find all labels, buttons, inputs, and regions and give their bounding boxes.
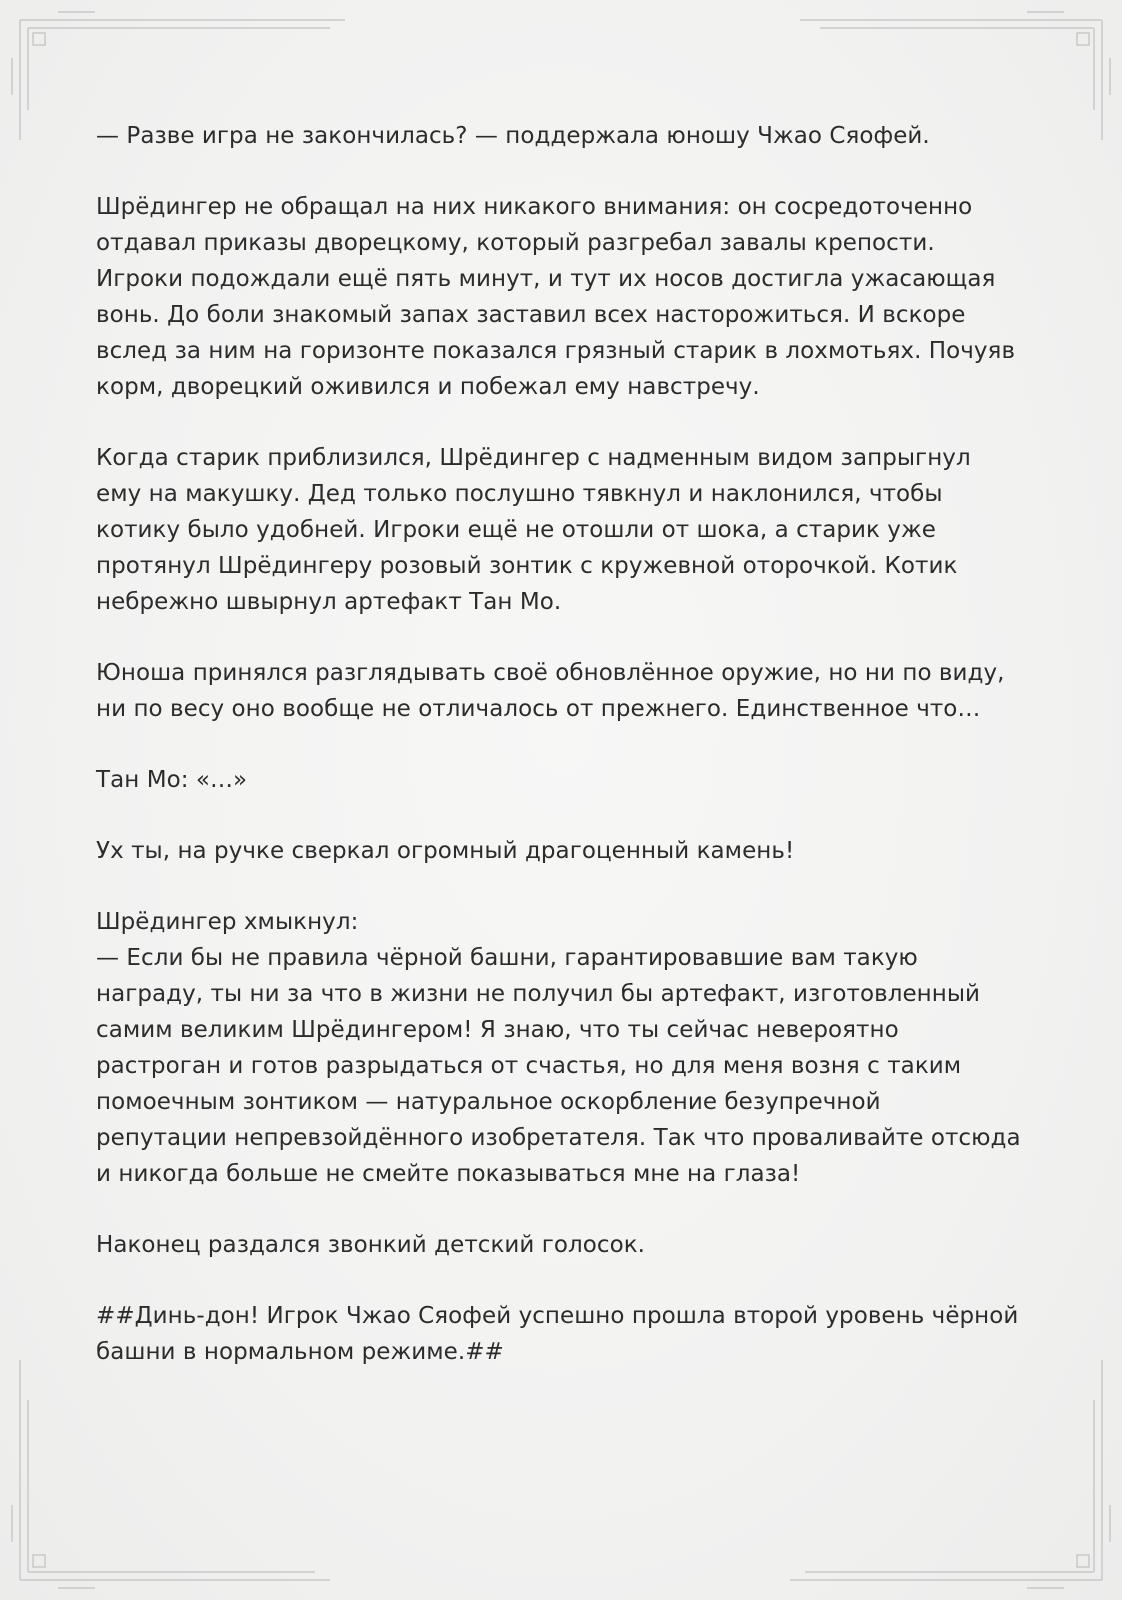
text-line: Игроки подождали ещё пять минут, и тут их носов достигла ужасающая bbox=[96, 266, 996, 292]
text-line: башни в нормальном режиме.## bbox=[96, 1339, 504, 1365]
text-line: Наконец раздался звонкий детский голосок. bbox=[96, 1232, 646, 1258]
text-line: Ух ты, на ручке сверкал огромный драгоценный камень! bbox=[96, 838, 795, 864]
text-line: Шрёдингер не обращал на них никакого внимания: он сосредоточенно bbox=[96, 194, 973, 220]
text-line: Когда старик приблизился, Шрёдингер с надменным видом запрыгнул bbox=[96, 445, 971, 471]
text-line: ##Динь-дон! Игрок Чжао Сяофей успешно прошла второй уровень чёрной bbox=[96, 1303, 1019, 1329]
paragraph bbox=[96, 118, 1036, 154]
text-line: награду, ты ни за что в жизни не получил бы артефакт, изготовленный bbox=[96, 981, 981, 1007]
paragraph bbox=[96, 440, 1036, 620]
text-line: — Если бы не правила чёрной башни, гарантировавшие вам такую bbox=[96, 945, 918, 971]
paragraph bbox=[96, 762, 1036, 798]
text-line: небрежно швырнул артефакт Тан Мо. bbox=[96, 589, 562, 615]
text-line: Шрёдингер хмыкнул: bbox=[96, 909, 359, 935]
text-line: котику было удобней. Игроки ещё не отошли от шока, а старик уже bbox=[96, 517, 936, 543]
paragraph bbox=[96, 189, 1036, 405]
text-line: помоечным зонтиком — натуральное оскорбление безупречной bbox=[96, 1089, 881, 1115]
text-line: вонь. До боли знакомый запах заставил всех насторожиться. И вскоре bbox=[96, 302, 966, 328]
text-line: отдавал приказы дворецкому, который разгребал завалы крепости. bbox=[96, 230, 935, 256]
paragraph bbox=[96, 833, 1036, 869]
text-line: Юноша принялся разглядывать своё обновлённое оружие, но ни по виду, bbox=[96, 660, 1005, 686]
text-line: протянул Шрёдингеру розовый зонтик с кружевной оторочкой. Котик bbox=[96, 553, 958, 579]
text-line: растроган и готов разрыдаться от счастья, но для меня возня с таким bbox=[96, 1053, 962, 1079]
text-line: — Разве игра не закончилась? — поддержала юношу Чжао Сяофей. bbox=[96, 123, 930, 149]
text-line: репутации непревзойдённого изобретателя. Так что проваливайте отсюда bbox=[96, 1125, 1021, 1151]
text-line: корм, дворецкий оживился и побежал ему навстречу. bbox=[96, 374, 760, 400]
text-line: Тан Мо: «…» bbox=[96, 767, 248, 793]
text-line: вслед за ним на горизонте показался грязный старик в лохмотьях. Почуяв bbox=[96, 338, 1016, 364]
body-text bbox=[96, 118, 1036, 1370]
paragraph bbox=[96, 655, 1036, 727]
text-line: и никогда больше не смейте показываться мне на глаза! bbox=[96, 1161, 801, 1187]
paragraph bbox=[96, 1298, 1036, 1370]
paragraph bbox=[96, 1227, 1036, 1263]
text-line: ни по весу оно вообще не отличалось от прежнего. Единственное что… bbox=[96, 696, 981, 722]
paragraph bbox=[96, 904, 1036, 1192]
text-line: ему на макушку. Дед только послушно тявкнул и наклонился, чтобы bbox=[96, 481, 943, 507]
text-line: самим великим Шрёдингером! Я знаю, что ты сейчас невероятно bbox=[96, 1017, 899, 1043]
